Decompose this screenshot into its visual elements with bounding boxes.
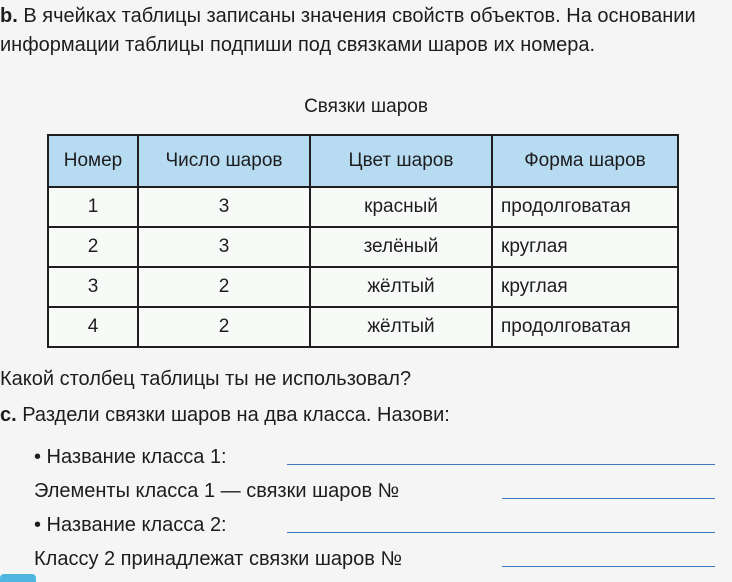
cell-color: красный [310,187,492,227]
cell-shape: круглая [492,267,678,307]
unused-column-question: Какой столбец таблицы ты не использовал? [0,368,412,390]
page-corner-tab [0,574,36,582]
table-row [48,307,678,347]
task-c-text: Раздели связки шаров на два класса. Назови: [22,404,450,426]
table-row [48,187,678,227]
task-c-paragraph [0,404,450,427]
header-count: Число шаров [138,135,310,187]
class-2-name-answer-line[interactable] [287,532,715,533]
cell-number: 2 [48,227,138,267]
header-shape: Форма шаров [492,135,678,187]
cell-color: зелёный [310,227,492,267]
task-b-text: В ячейках таблицы записаны значения свойств объектов. На основании информации таблицы подпиши под связками шаров их номера. [0,5,696,56]
header-color: Цвет шаров [310,135,492,187]
class-1-name-answer-line[interactable] [287,464,715,465]
task-c-letter: c. [0,404,17,426]
table-row [48,267,678,307]
task-b-letter: b. [0,5,18,27]
task-b-paragraph [0,2,728,60]
cell-number: 1 [48,187,138,227]
header-number: Номер [48,135,138,187]
cell-count: 2 [138,267,310,307]
cell-number: 4 [48,307,138,347]
table-caption: Связки шаров [304,96,428,117]
class-1-name-label: • Название класса 1: [34,446,227,468]
table-header-row [48,135,678,187]
cell-count: 3 [138,187,310,227]
class-2-elements-answer-line[interactable] [502,566,715,567]
cell-shape: продолговатая [492,187,678,227]
table-row [48,227,678,267]
class-1-elements-label: Элементы класса 1 — связки шаров № [34,480,400,502]
cell-shape: круглая [492,227,678,267]
cell-count: 3 [138,227,310,267]
cell-number: 3 [48,267,138,307]
class-2-elements-label: Классу 2 принадлежат связки шаров № [34,548,402,570]
cell-color: жёлтый [310,267,492,307]
class-1-elements-answer-line[interactable] [502,498,715,499]
cell-count: 2 [138,307,310,347]
cell-shape: продолговатая [492,307,678,347]
properties-table [47,134,679,348]
class-2-name-label: • Название класса 2: [34,514,227,536]
cell-color: жёлтый [310,307,492,347]
